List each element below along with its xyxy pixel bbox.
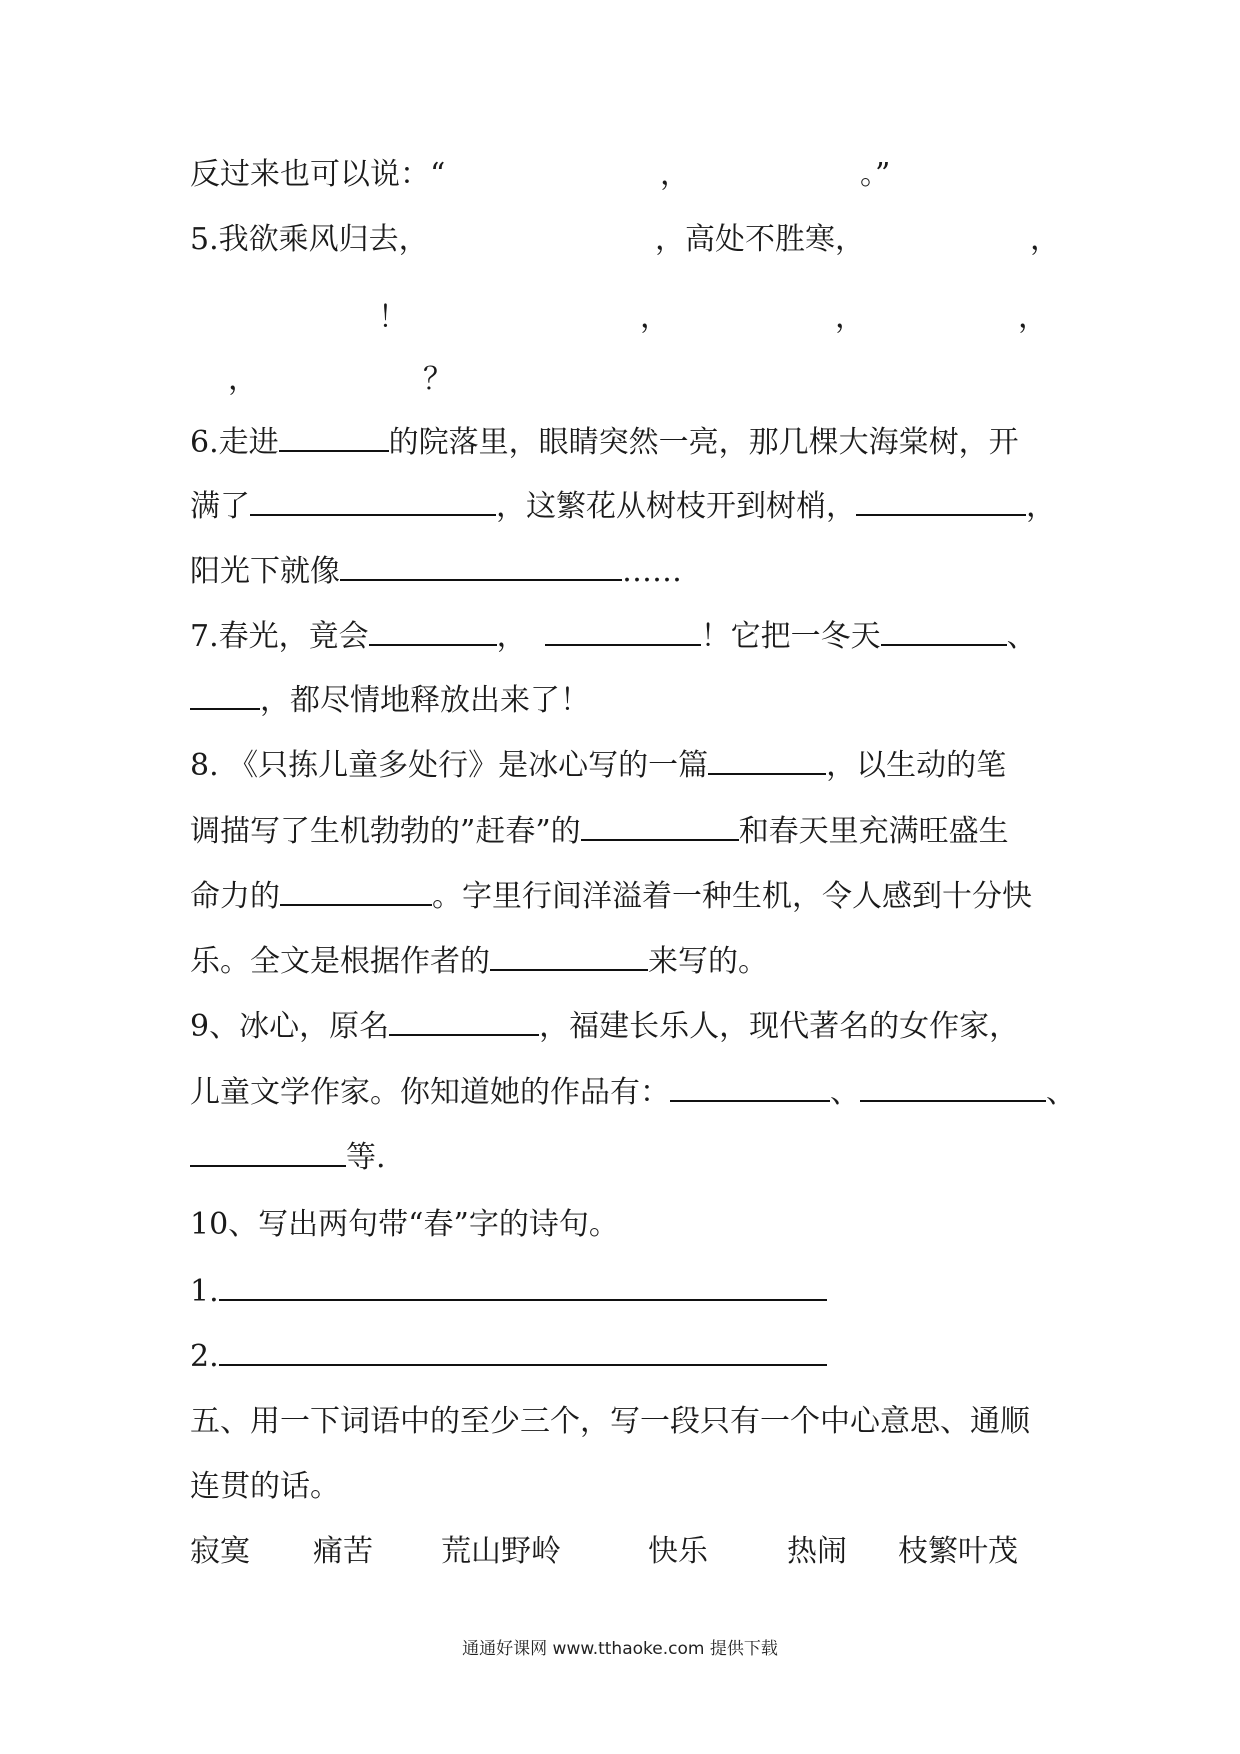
- question-5: [190, 220, 429, 260]
- answer-blank[interactable]: [250, 488, 496, 516]
- text: 儿童文学作家。你知道她的作品有：: [190, 1075, 670, 1110]
- text: 、: [1046, 1075, 1076, 1110]
- section-5-instruction-cont: [190, 1467, 340, 1507]
- answer-blank[interactable]: [219, 1273, 827, 1301]
- text: 6.走进: [190, 425, 279, 460]
- question-8-line2: [190, 812, 1009, 852]
- text: 阳光下就像: [190, 554, 340, 589]
- text: 。字里行间洋溢着一种生机，令人感到十分快: [432, 879, 1032, 914]
- text: ，这繁花从树枝开到树梢，: [496, 489, 856, 524]
- answer-blank[interactable]: [369, 618, 497, 646]
- answer-blank[interactable]: [389, 1008, 539, 1036]
- line-reverse: [190, 155, 445, 195]
- text: 调描写了生机勃勃的”赶春”的: [190, 814, 581, 849]
- text: 满了: [190, 489, 250, 524]
- word-item: 荒山野岭: [441, 1534, 561, 1569]
- answer-blank[interactable]: [670, 1074, 830, 1102]
- text: ……: [622, 554, 682, 589]
- punct: ，: [228, 362, 258, 397]
- answer-line-1: [190, 1272, 827, 1312]
- text: 、: [830, 1075, 860, 1110]
- question-10: [190, 1205, 619, 1245]
- word-item: 快乐: [648, 1534, 708, 1569]
- punct: 。”: [860, 157, 891, 192]
- question-8-line3: [190, 877, 1032, 917]
- answer-blank[interactable]: [708, 747, 826, 775]
- answer-blank[interactable]: [881, 618, 1007, 646]
- question-9-line2: [190, 1073, 1076, 1113]
- text: 1.: [190, 1274, 219, 1309]
- text: 和春天里充满旺盛生: [738, 814, 1009, 849]
- question-6-line2: [190, 487, 1056, 527]
- answer-blank[interactable]: [190, 1139, 346, 1167]
- punct: ，: [640, 300, 670, 335]
- word-item: 热闹: [787, 1534, 847, 1569]
- punct: ？: [423, 362, 453, 397]
- question-7-line2: [190, 681, 590, 721]
- text: 反过来也可以说：“: [190, 157, 446, 192]
- text: 9、冰心，原名: [190, 1009, 390, 1044]
- text: ，: [1026, 489, 1056, 524]
- text: 等.: [346, 1140, 386, 1175]
- punct: ，: [660, 157, 690, 192]
- punct: ，: [1018, 300, 1048, 335]
- answer-blank[interactable]: [490, 943, 648, 971]
- answer-blank[interactable]: [856, 488, 1026, 516]
- text: 10、写出两句带“春”字的诗句。: [190, 1207, 619, 1242]
- answer-blank[interactable]: [340, 553, 622, 581]
- answer-blank[interactable]: [545, 618, 701, 646]
- word-item: 枝繁叶茂: [898, 1534, 1018, 1569]
- word-item: 痛苦: [313, 1534, 373, 1569]
- text: ，福建长乐人，现代著名的女作家，: [539, 1009, 1020, 1044]
- text: 的院落里，眼睛突然一亮，那几棵大海棠树，开: [388, 425, 1019, 460]
- text: 5.我欲乘风归去，: [190, 222, 429, 257]
- answer-line-2: [190, 1337, 827, 1377]
- question-8-line4: [190, 942, 768, 982]
- question-6-line1: [190, 423, 1019, 463]
- text: 、: [1006, 619, 1037, 654]
- text: ，以生动的笔: [826, 748, 1007, 783]
- text: 7.春光，竟会: [190, 619, 369, 654]
- text: 乐。全文是根据作者的: [190, 944, 490, 979]
- text: 来写的。: [648, 944, 768, 979]
- word-item: 寂寞: [190, 1534, 250, 1569]
- section-5-instruction: [190, 1402, 1030, 1442]
- text: ！它把一冬天: [700, 619, 881, 654]
- text: ，高处不胜寒，: [655, 222, 865, 257]
- punct: ！: [378, 300, 408, 335]
- question-8-line1: [190, 746, 1006, 786]
- text: 8. 《只拣儿童多处行》是冰心写的一篇: [190, 748, 709, 783]
- text: ，: [496, 619, 527, 654]
- page-footer: 通通好课网 www.tthaoke.com 提供下载: [462, 1639, 778, 1659]
- text: 命力的: [190, 879, 280, 914]
- text: 五、用一下词语中的至少三个，写一段只有一个中心意思、通顺: [190, 1404, 1030, 1439]
- text: 2.: [190, 1339, 219, 1374]
- question-6-line3: [190, 552, 682, 592]
- question-9-line3: [190, 1138, 386, 1178]
- answer-blank[interactable]: [190, 682, 260, 710]
- answer-blank[interactable]: [280, 878, 432, 906]
- question-9-line1: [190, 1007, 1019, 1047]
- answer-blank[interactable]: [860, 1074, 1046, 1102]
- answer-blank[interactable]: [219, 1338, 827, 1366]
- punct: ，: [835, 300, 865, 335]
- text: 连贯的话。: [190, 1469, 340, 1504]
- answer-blank[interactable]: [581, 813, 739, 841]
- question-7-line1: [190, 617, 1037, 657]
- text: ，都尽情地释放出来了！: [260, 683, 590, 718]
- punct: ，: [1030, 222, 1060, 257]
- answer-blank[interactable]: [279, 424, 389, 452]
